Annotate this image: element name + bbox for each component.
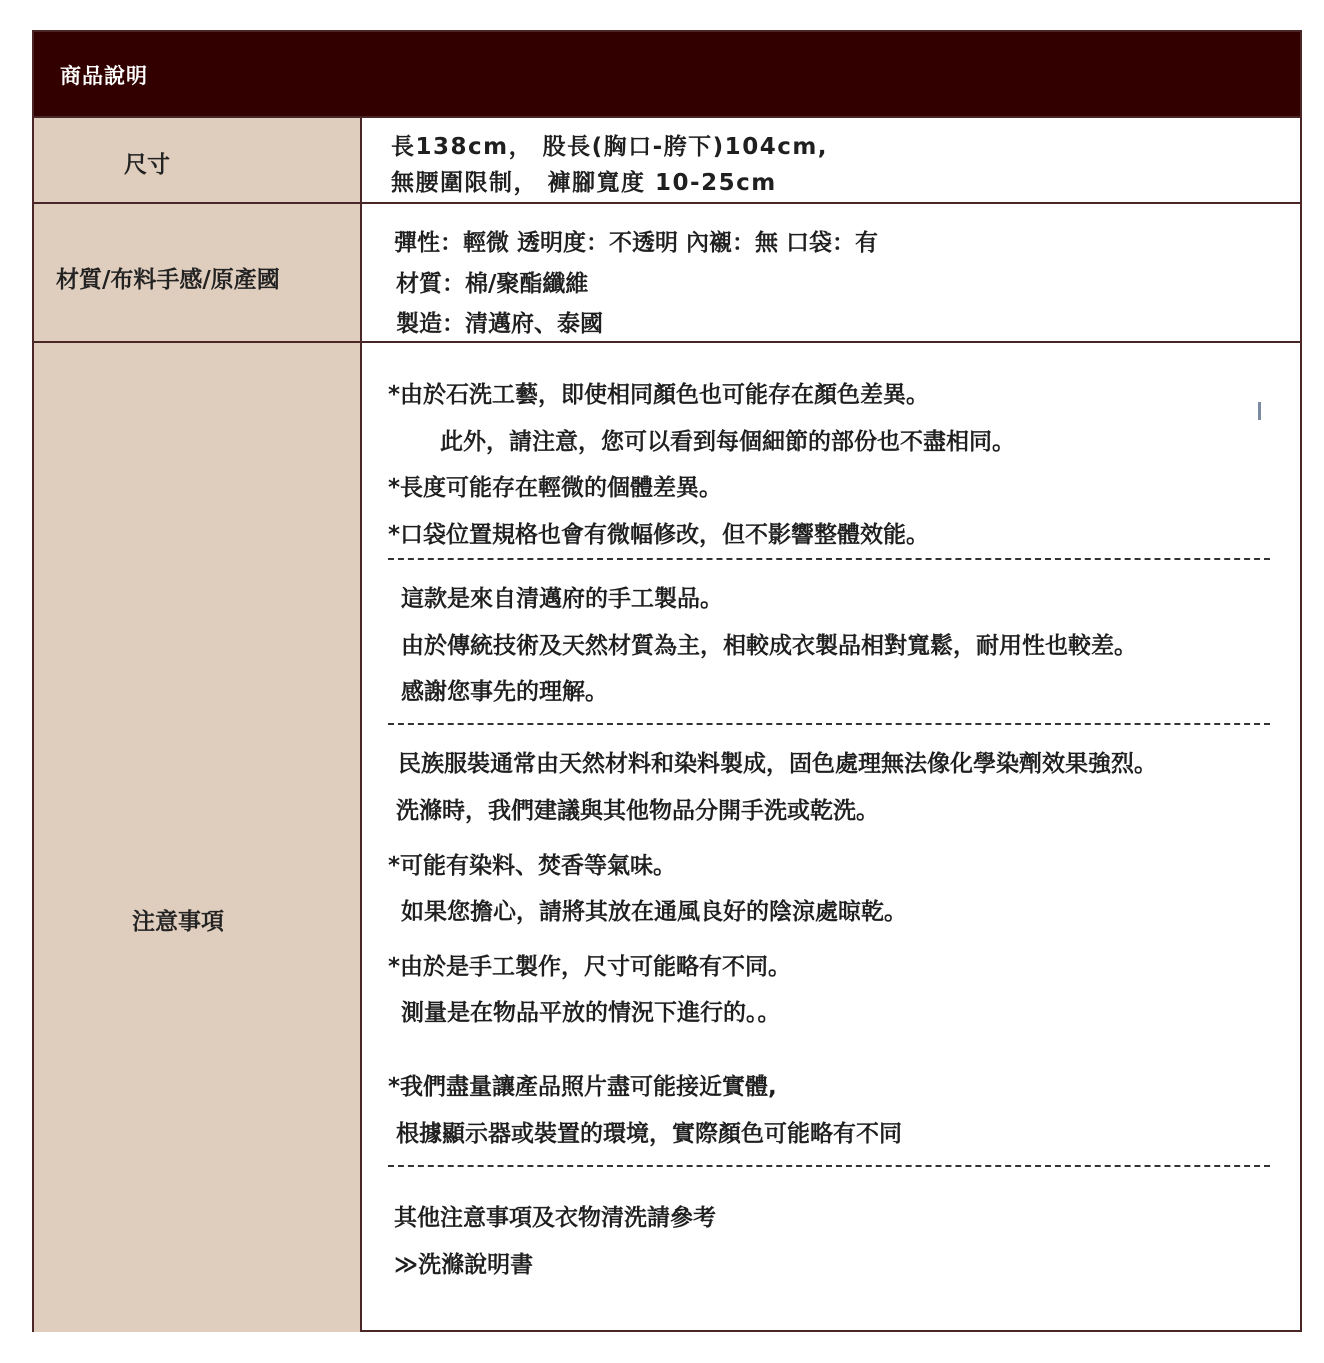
note-line: 洗滌時，我們建議與其他物品分開手洗或乾洗。 — [396, 798, 879, 824]
note-line: 其他注意事項及衣物清洗請參考 — [394, 1205, 716, 1231]
notes-label: 注意事項 — [132, 909, 224, 935]
material-row — [34, 202, 1300, 343]
note-line: 由於傳統技術及天然材質為主，相較成衣製品相對寬鬆，耐用性也較差。 — [401, 633, 1137, 659]
header-title: 商品說明 — [60, 64, 148, 88]
note-line: *長度可能存在輕微的個體差異。 — [388, 475, 723, 501]
note-line: *由於是手工製作，尺寸可能略有不同。 — [388, 954, 792, 980]
dashed-divider — [388, 558, 1270, 560]
note-line: *由於石洗工藝，即使相同顏色也可能存在顏色差異。 — [388, 382, 930, 408]
size-label: 尺寸 — [124, 152, 170, 178]
note-line: 這款是來自清邁府的手工製品。 — [401, 586, 723, 612]
size-line: 長138cm， 股長(胸口-胯下)104cm, — [391, 134, 829, 160]
text-cursor-icon — [1258, 402, 1261, 420]
washing-guide-link[interactable]: ≫洗滌說明書 — [394, 1252, 534, 1278]
note-line: 民族服裝通常由天然材料和染料製成，固色處理無法像化學染劑效果強烈。 — [398, 751, 1157, 777]
note-line: 感謝您事先的理解。 — [401, 679, 608, 705]
note-line: 如果您擔心，請將其放在通風良好的陰涼處晾乾。 — [401, 899, 907, 925]
table-header — [34, 32, 1300, 118]
material-label-cell — [34, 204, 362, 343]
material-line: 材質：棉/聚酯纖維 — [396, 271, 589, 297]
product-description-table — [32, 30, 1302, 1332]
notes-content — [364, 343, 1300, 1332]
size-row — [34, 116, 1300, 202]
notes-label-cell — [34, 343, 362, 1332]
material-content — [364, 204, 1300, 343]
size-line: 無腰圍限制， 褲腳寬度 10-25cm — [391, 170, 777, 196]
material-label: 材質/布料手感/原產國 — [56, 267, 280, 293]
size-content — [364, 118, 1300, 202]
dashed-divider — [388, 1165, 1270, 1167]
note-line: *可能有染料、焚香等氣味。 — [388, 853, 677, 879]
note-line: *我們盡量讓產品照片盡可能接近實體, — [388, 1074, 777, 1100]
notes-row — [34, 341, 1300, 1332]
material-line: 彈性：輕微 透明度：不透明 內襯：無 口袋：有 — [394, 230, 879, 256]
size-label-cell — [34, 118, 362, 202]
note-line: 根據顯示器或裝置的環境，實際顏色可能略有不同 — [396, 1121, 902, 1147]
dashed-divider — [388, 723, 1270, 725]
material-line: 製造：清邁府、泰國 — [396, 311, 603, 337]
note-line: *口袋位置規格也會有微幅修改，但不影響整體效能。 — [388, 522, 930, 548]
note-line: 此外，請注意，您可以看到每個細節的部份也不盡相同。 — [440, 429, 1015, 455]
note-line: 測量是在物品平放的情況下進行的。。 — [401, 1000, 781, 1026]
